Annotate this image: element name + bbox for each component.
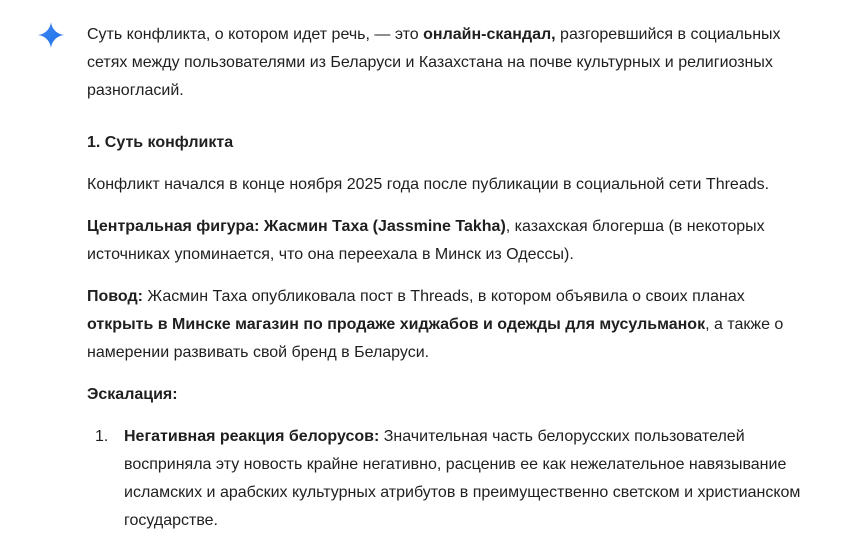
reason-text-1: Жасмин Таха опубликовала пост в Threads, в котором объявила о своих планах bbox=[142, 288, 745, 305]
reason-label: Повод: bbox=[87, 288, 143, 305]
central-figure-text: , казахская блогерша (в некоторых источниках упоминается, что она переехала в Минск из Одессы). bbox=[87, 218, 765, 263]
intro-text-after: разгоревшийся в социальных сетях между пользователями из Беларуси и Казахстана на почве культурных и религиозных разногласий. bbox=[87, 26, 781, 99]
reason-paragraph bbox=[87, 283, 807, 367]
list-item-bold: Негативная реакция белорусов: bbox=[124, 428, 380, 445]
intro-bold: онлайн-скандал, bbox=[423, 26, 556, 43]
central-figure-label: Центральная фигура: Жасмин Таха (Jassmine Takha) bbox=[87, 218, 506, 235]
list-item-number: 1. bbox=[95, 428, 109, 445]
reason-text-2: , а также о намерении развивать свой бренд в Беларуси. bbox=[87, 316, 784, 361]
gemini-sparkle-icon bbox=[38, 22, 64, 48]
conflict-start-paragraph: Конфликт начался в конце ноября 2025 года после публикации в социальной сети Threads. bbox=[87, 176, 770, 193]
intro-paragraph bbox=[87, 21, 807, 105]
list-item-text: Значительная часть белорусских пользователей восприняла эту новость крайне негативно, расценив ее как нежелательное навязывание исламских и арабских культурных атрибутов в преимущественно светском и христианском государстве. bbox=[124, 428, 801, 529]
escalation-heading: Эскалация: bbox=[87, 386, 178, 403]
central-figure-paragraph bbox=[87, 213, 807, 269]
list-item bbox=[87, 423, 807, 535]
intro-text-before: Суть конфликта, о котором идет речь, — это bbox=[87, 26, 424, 43]
response-content bbox=[87, 21, 807, 535]
reason-bold: открыть в Минске магазин по продаже хиджабов и одежды для мусульманок bbox=[87, 316, 706, 333]
section-heading: 1. Суть конфликта bbox=[87, 134, 234, 151]
